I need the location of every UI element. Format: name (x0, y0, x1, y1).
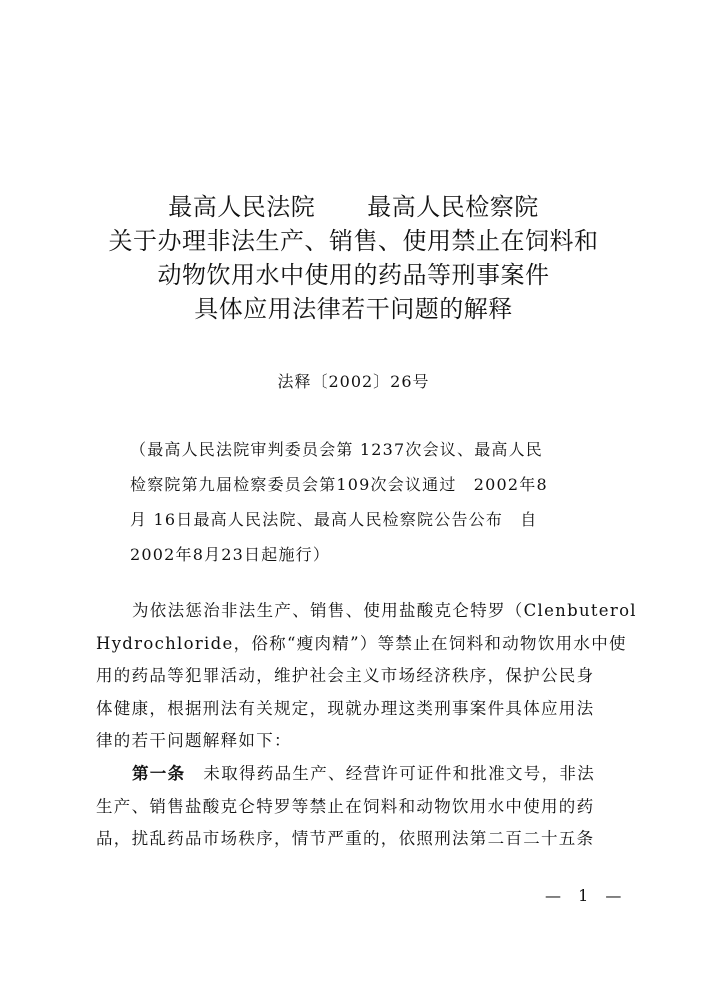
document-title (0, 190, 707, 326)
title-line-1 (0, 190, 707, 224)
preamble-line: 律的若干问题解释如下： (96, 731, 292, 751)
title-line-3: 动物饮用水中使用的药品等刑事案件 (157, 261, 550, 289)
issuer-supreme-court: 最高人民法院 (168, 193, 316, 221)
note-line: 检察院第九届检察委员会第109次会议通过 2002年8 (130, 475, 548, 494)
preamble-line: 为依法惩治非法生产、销售、使用盐酸克仑特罗（Clenbuterol (132, 601, 637, 620)
title-line-2: 关于办理非法生产、销售、使用禁止在饲料和 (108, 227, 599, 255)
body-text (96, 595, 637, 856)
article-1-line: 生产、销售盐酸克仑特罗等禁止在饲料和动物饮用水中使用的药 (96, 796, 595, 816)
article-heading: 第一条 (132, 763, 186, 783)
document-number: 法释〔2002〕26号 (277, 372, 430, 391)
title-line-4: 具体应用法律若干问题的解释 (194, 295, 513, 323)
preamble-line: 体健康，根据刑法有关规定，现就办理这类刑事案件具体应用法 (96, 698, 595, 718)
article-1-first-line (96, 758, 620, 791)
adoption-note (130, 432, 585, 572)
issuer-procuratorate: 最高人民检察院 (367, 193, 539, 221)
preamble-line: Hydrochloride，俗称“瘦肉精”）等禁止在饲料和动物饮用水中使 (96, 633, 627, 653)
note-line: 月 16日最高人民法院、最高人民检察院公告公布 自 (130, 510, 538, 529)
article-1-line: 品，扰乱药品市场秩序，情节严重的，依照刑法第二百二十五条 (96, 829, 595, 849)
article-1-text: 未取得药品生产、经营许可证件和批准文号，非法 (203, 763, 596, 783)
preamble-line: 用的药品等犯罪活动，维护社会主义市场经济秩序，保护公民身 (96, 666, 595, 686)
note-line: （最高人民法院审判委员会第 1237次会议、最高人民 (130, 440, 544, 459)
page-number: — 1 — (545, 886, 628, 905)
note-line: 2002年8月23日起施行） (130, 545, 331, 564)
